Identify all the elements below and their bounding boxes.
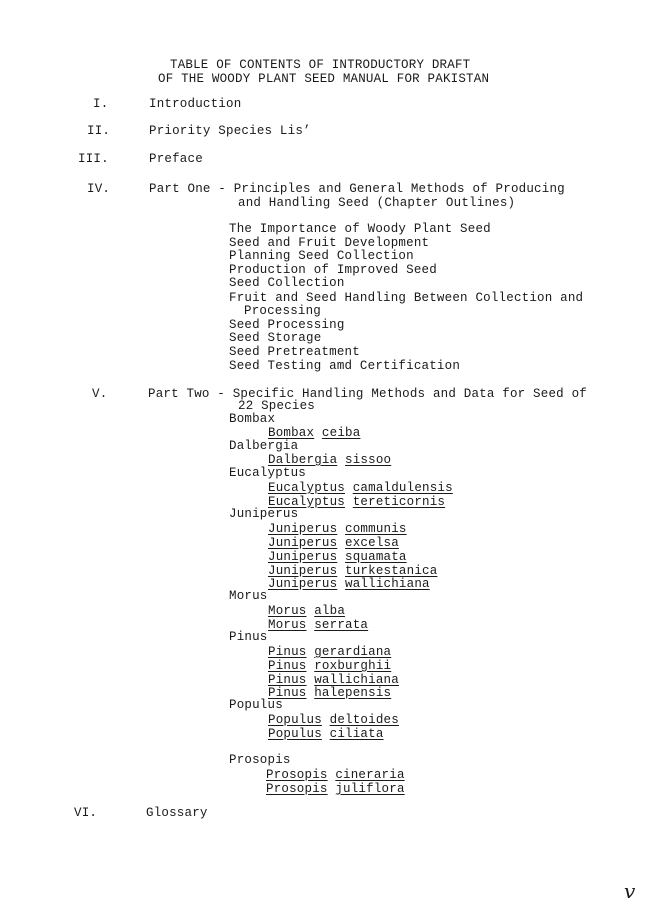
section-label: Part Two - Specific Handling Methods and Data for Seed of [148,387,587,401]
section-label: Glossary [146,806,208,820]
species-entry: Pinus roxburghii [268,659,392,673]
species-entry: Juniperus excelsa [268,536,399,550]
species-entry: Morus alba [268,604,346,618]
genus-heading: Dalbergia [229,439,299,453]
section-numeral: III. [78,152,109,166]
chapter-item: The Importance of Woody Plant Seed [229,222,491,236]
species-entry: Populus ciliata [268,727,384,741]
section-numeral: V. [92,387,108,401]
species-entry: Bombax ceiba [268,426,361,440]
section-numeral: II. [87,124,111,138]
chapter-item: Fruit and Seed Handling Between Collection and [229,291,584,305]
chapter-item: Seed Processing [229,318,345,332]
section-label-cont: and Handling Seed (Chapter Outlines) [238,196,516,210]
title-line-2: OF THE WOODY PLANT SEED MANUAL FOR PAKISTAN [158,72,490,86]
species-entry: Prosopis cineraria [266,768,405,782]
chapter-item: Planning Seed Collection [229,249,414,263]
species-entry: Eucalyptus camaldulensis [268,481,453,495]
genus-heading: Eucalyptus [229,466,307,480]
genus-heading: Morus [229,589,268,603]
species-entry: Morus serrata [268,618,369,632]
section-label-cont: 22 Species [238,399,316,413]
chapter-item: Seed Storage [229,331,322,345]
species-entry: Juniperus communis [268,522,407,536]
species-entry: Pinus halepensis [268,686,392,700]
chapter-item: Seed Collection [229,276,345,290]
species-entry: Populus deltoides [268,713,399,727]
section-label: Preface [149,152,203,166]
chapter-item: Production of Improved Seed [229,263,437,277]
section-label: Priority Species Lis’ [149,124,311,138]
species-entry: Dalbergia sissoo [268,453,392,467]
species-entry: Juniperus squamata [268,550,407,564]
chapter-item: Seed Pretreatment [229,345,360,359]
genus-heading: Pinus [229,630,268,644]
chapter-item: Seed Testing amd Certification [229,359,461,373]
genus-heading: Prosopis [229,753,291,767]
species-entry: Eucalyptus tereticornis [268,495,446,509]
title-line-1: TABLE OF CONTENTS OF INTRODUCTORY DRAFT [170,58,471,72]
chapter-item: Seed and Fruit Development [229,236,430,250]
species-entry: Juniperus turkestanica [268,564,438,578]
section-label: Introduction [149,97,242,111]
species-entry: Prosopis juliflora [266,782,405,796]
species-entry: Juniperus wallichiana [268,577,430,591]
genus-heading: Populus [229,698,283,712]
genus-heading: Juniperus [229,507,299,521]
section-numeral: VI. [74,806,98,820]
section-label: Part One - Principles and General Methods of Producing [149,182,565,196]
genus-heading: Bombax [229,412,276,426]
section-numeral: IV. [87,182,111,196]
species-entry: Pinus wallichiana [268,673,399,687]
species-entry: Pinus gerardiana [268,645,392,659]
section-numeral: I. [93,97,109,111]
page-number: v [624,879,636,903]
chapter-item-cont: Processing [244,304,322,318]
